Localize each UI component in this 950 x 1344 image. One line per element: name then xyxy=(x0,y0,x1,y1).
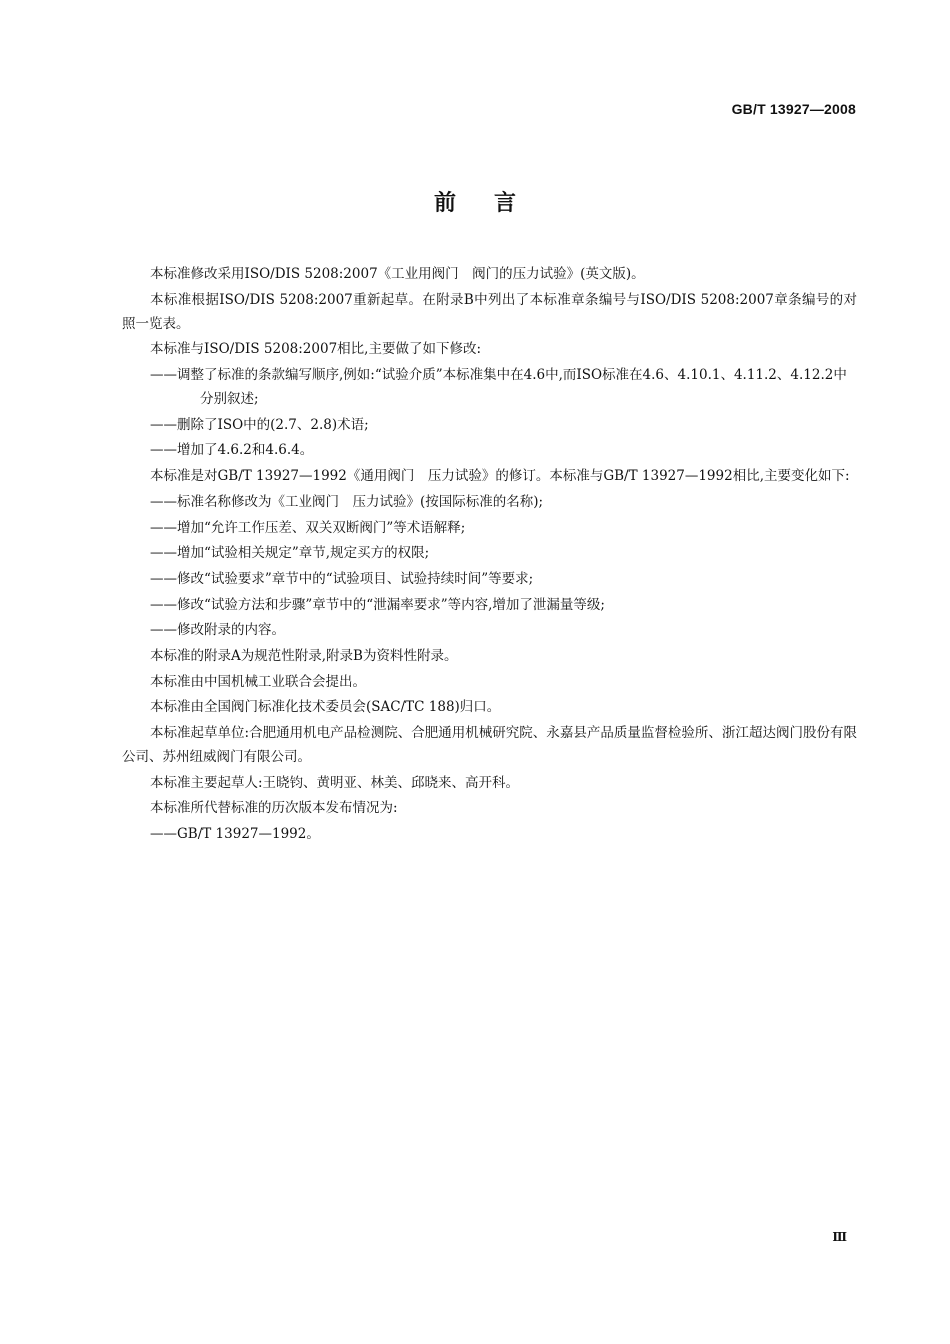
paragraph: 本标准的附录A为规范性附录,附录B为资料性附录。 xyxy=(150,647,458,664)
page-title: 前言 xyxy=(433,191,554,216)
list-item: ——删除了ISO中的(2.7、2.8)术语; xyxy=(150,416,369,433)
standard-code: GB/T 13927—2008 xyxy=(731,101,856,117)
list-item: ——增加“试验相关规定”章节,规定买方的权限; xyxy=(150,545,430,562)
list-item: ——修改附录的内容。 xyxy=(150,622,285,639)
list-item: ——标准名称修改为《工业阀门 压力试验》(按国际标准的名称); xyxy=(150,493,544,510)
paragraph: 本标准是对GB/T 13927—1992《通用阀门 压力试验》的修订。本标准与GB/T 13927—1992相比,主要变化如下: xyxy=(150,468,850,485)
paragraph: 本标准由全国阀门标准化技术委员会(SAC/TC 188)归口。 xyxy=(150,699,501,716)
paragraph: 本标准所代替标准的历次版本发布情况为: xyxy=(150,800,398,817)
list-item: ——修改“试验要求”章节中的“试验项目、试验持续时间”等要求; xyxy=(150,570,534,587)
paragraph: 本标准修改采用ISO/DIS 5208:2007《工业用阀门 阀门的压力试验》(英文版)。 xyxy=(150,266,645,282)
paragraph: 本标准起草单位:合肥通用机电产品检测院、合肥通用机械研究院、永嘉县产品质量监督检验所、浙江超达阀门股份有限公司、苏州纽威阀门有限公司。 xyxy=(122,725,857,765)
paragraph: 本标准由中国机械工业联合会提出。 xyxy=(150,673,366,690)
list-item: ——增加了4.6.2和4.6.4。 xyxy=(150,442,314,459)
list-item: ——增加“允许工作压差、双关双断阀门”等术语解释; xyxy=(150,519,466,536)
list-item: ——调整了标准的条款编写顺序,例如:“试验介质”本标准集中在4.6中,而ISO标准在4.6、4.10.1、4.11.2、4.12.2中分别叙述; xyxy=(150,367,847,408)
list-item: ——GB/T 13927—1992。 xyxy=(150,826,320,843)
list-item: ——修改“试验方法和步骤”章节中的“泄漏率要求”等内容,增加了泄漏量等级; xyxy=(150,596,605,613)
document-body xyxy=(122,262,857,848)
paragraph: 本标准与ISO/DIS 5208:2007相比,主要做了如下修改: xyxy=(150,341,481,358)
paragraph: 本标准主要起草人:王晓钧、黄明亚、林美、邱晓来、高开科。 xyxy=(150,774,520,791)
paragraph: 本标准根据ISO/DIS 5208:2007重新起草。在附录B中列出了本标准章条编号与ISO/DIS 5208:2007章条编号的对照一览表。 xyxy=(122,291,857,332)
page-number: Ⅲ xyxy=(832,1230,847,1244)
